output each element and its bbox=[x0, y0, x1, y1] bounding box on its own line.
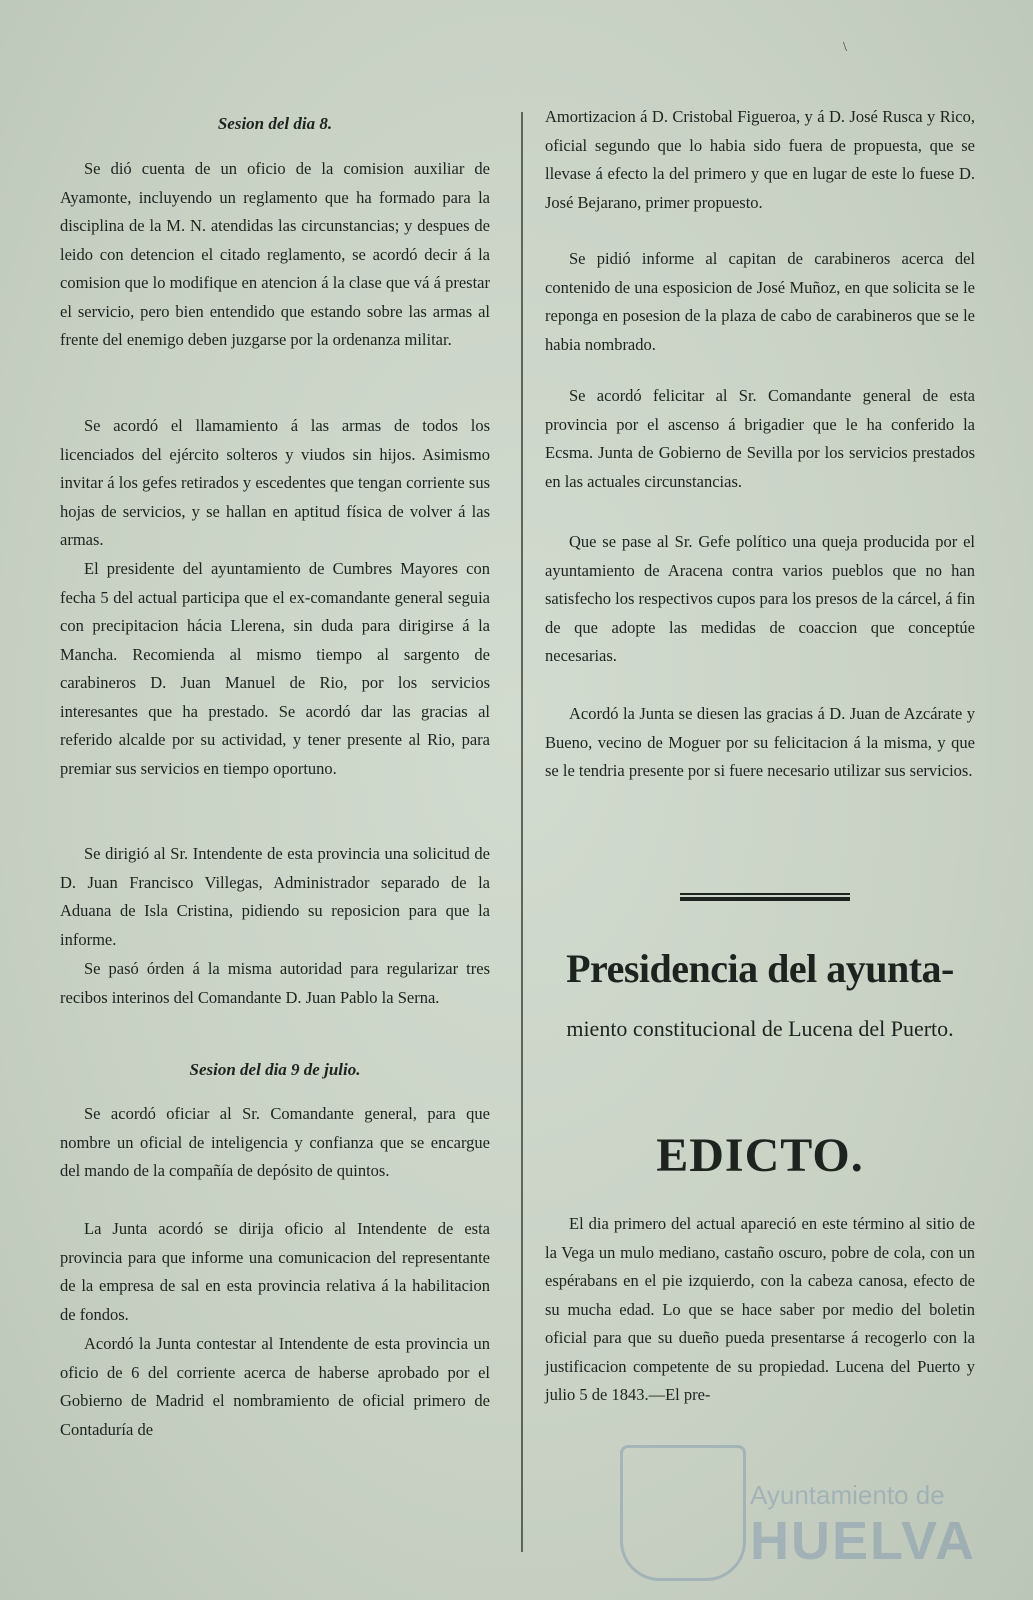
paragraph: Acordó la Junta contestar al Intendente de esta provincia un oficio de 6 del corriente acerca de haberse aprobado por el Gobierno de Madrid el nombramiento de oficial primero de Contaduría de bbox=[60, 1334, 490, 1439]
archive-watermark bbox=[620, 1435, 976, 1575]
notice-title: Presidencia del ayunta- bbox=[566, 946, 954, 991]
paragraph: Que se pase al Sr. Gefe político una queja producida por el ayuntamiento de Aracena contra varios pueblos que no han satisfecho los respectivos cupos para los presos de la cárcel, á fin de que adopte las medidas de coaccion que conceptúe necesarias. bbox=[545, 532, 975, 665]
paragraph: Se dió cuenta de un oficio de la comision auxiliar de Ayamonte, incluyendo un reglamento que ha formado para la disciplina de la M. N. atendidas las circunstancias; y despues de leido con detencion el citado reglamento, se acordó decir á la comision que lo modifique en atencion á la clase que vá á prestar el servicio, pero bien entendido que estando sobre las armas al frente del enemigo deben juzgarse por la ordenanza militar. bbox=[60, 159, 490, 349]
coat-of-arms-icon bbox=[620, 1445, 746, 1581]
paragraph: El dia primero del actual apareció en este término al sitio de la Vega un mulo mediano, castaño oscuro, pobre de cola, con un espérabans en el pie izquierdo, con la cabeza canosa, efecto de su mucha edad. Lo que se hace saber por medio del boletin oficial para que su dueño pueda presentarse á recogerlo con la justificacion competente de su propiedad. Lucena del Puerto y julio 5 de 1843.—El pre- bbox=[545, 1214, 975, 1404]
paragraph: Se pasó órden á la misma autoridad para regularizar tres recibos interinos del Comandante D. Juan Pablo la Serna. bbox=[60, 959, 490, 1007]
paragraph: Se acordó oficiar al Sr. Comandante general, para que nombre un oficial de inteligencia y confianza que se encargue del mando de la compañía de depósito de quintos. bbox=[60, 1104, 490, 1180]
watermark-line2: HUELVA bbox=[750, 1511, 976, 1571]
notice-subtitle: miento constitucional de Lucena del Puerto. bbox=[566, 1016, 954, 1041]
paragraph: Se acordó felicitar al Sr. Comandante general de esta provincia por el ascenso á brigadier que le ha conferido la Ecsma. Junta de Gobierno de Sevilla por los servicios prestados en las actuales circunstancias. bbox=[545, 386, 975, 491]
paragraph: Se pidió informe al capitan de carabineros acerca del contenido de una esposicion de José Muñoz, en que solicita se le reponga en posesion de la plaza de cabo de carabineros que se le habia nombrado. bbox=[545, 249, 975, 354]
paragraph: Amortizacion á D. Cristobal Figueroa, y á D. José Rusca y Rico, oficial segundo que lo habia sido fuera de propuesta, que se llevase á efecto la del primero y que en lugar de este lo fuese D. José Bejarano, primer propuesto. bbox=[545, 107, 975, 212]
paragraph: Se acordó el llamamiento á las armas de todos los licenciados del ejército solteros y viudos sin hijos. Asimismo invitar á los gefes retirados y escedentes que tengan corriente sus hojas de servicios, y se hallan en aptitud física de volver á las armas. bbox=[60, 416, 490, 549]
watermark-line1: Ayuntamiento de bbox=[750, 1480, 945, 1510]
edict-heading: EDICTO. bbox=[656, 1129, 864, 1182]
session-heading-9: Sesion del dia 9 de julio. bbox=[189, 1060, 361, 1079]
section-rule bbox=[680, 893, 850, 902]
paragraph: Se dirigió al Sr. Intendente de esta provincia una solicitud de D. Juan Francisco Villegas, Administrador separado de la Aduana de Isla Cristina, pidiendo su reposicion para que la informe. bbox=[60, 844, 490, 949]
column-divider bbox=[521, 112, 523, 1552]
paragraph: El presidente del ayuntamiento de Cumbres Mayores con fecha 5 del actual participa que el ex-comandante general seguia con precipitacion hácia Llerena, sin duda para dirigirse á la Mancha. Recomienda al mismo tiempo al sargento de carabineros D. Juan Manuel de Rio, por los servicios interesantes que ha prestado. Se acordó dar las gracias al referido alcalde por su actividad, y tener presente al Rio, para premiar sus servicios en tiempo oportuno. bbox=[60, 559, 490, 778]
scan-speck: \ bbox=[843, 40, 847, 55]
paragraph: Acordó la Junta se diesen las gracias á D. Juan de Azcárate y Bueno, vecino de Moguer por su felicitacion á la misma, y que se le tendria presente por si fuere necesario utilizar sus servicios. bbox=[545, 704, 975, 780]
session-heading-8: Sesion del dia 8. bbox=[217, 114, 333, 133]
paragraph: La Junta acordó se dirija oficio al Intendente de esta provincia para que informe una comunicacion del representante de la empresa de sal en esta provincia relativa á la habilitacion de fondos. bbox=[60, 1219, 490, 1324]
